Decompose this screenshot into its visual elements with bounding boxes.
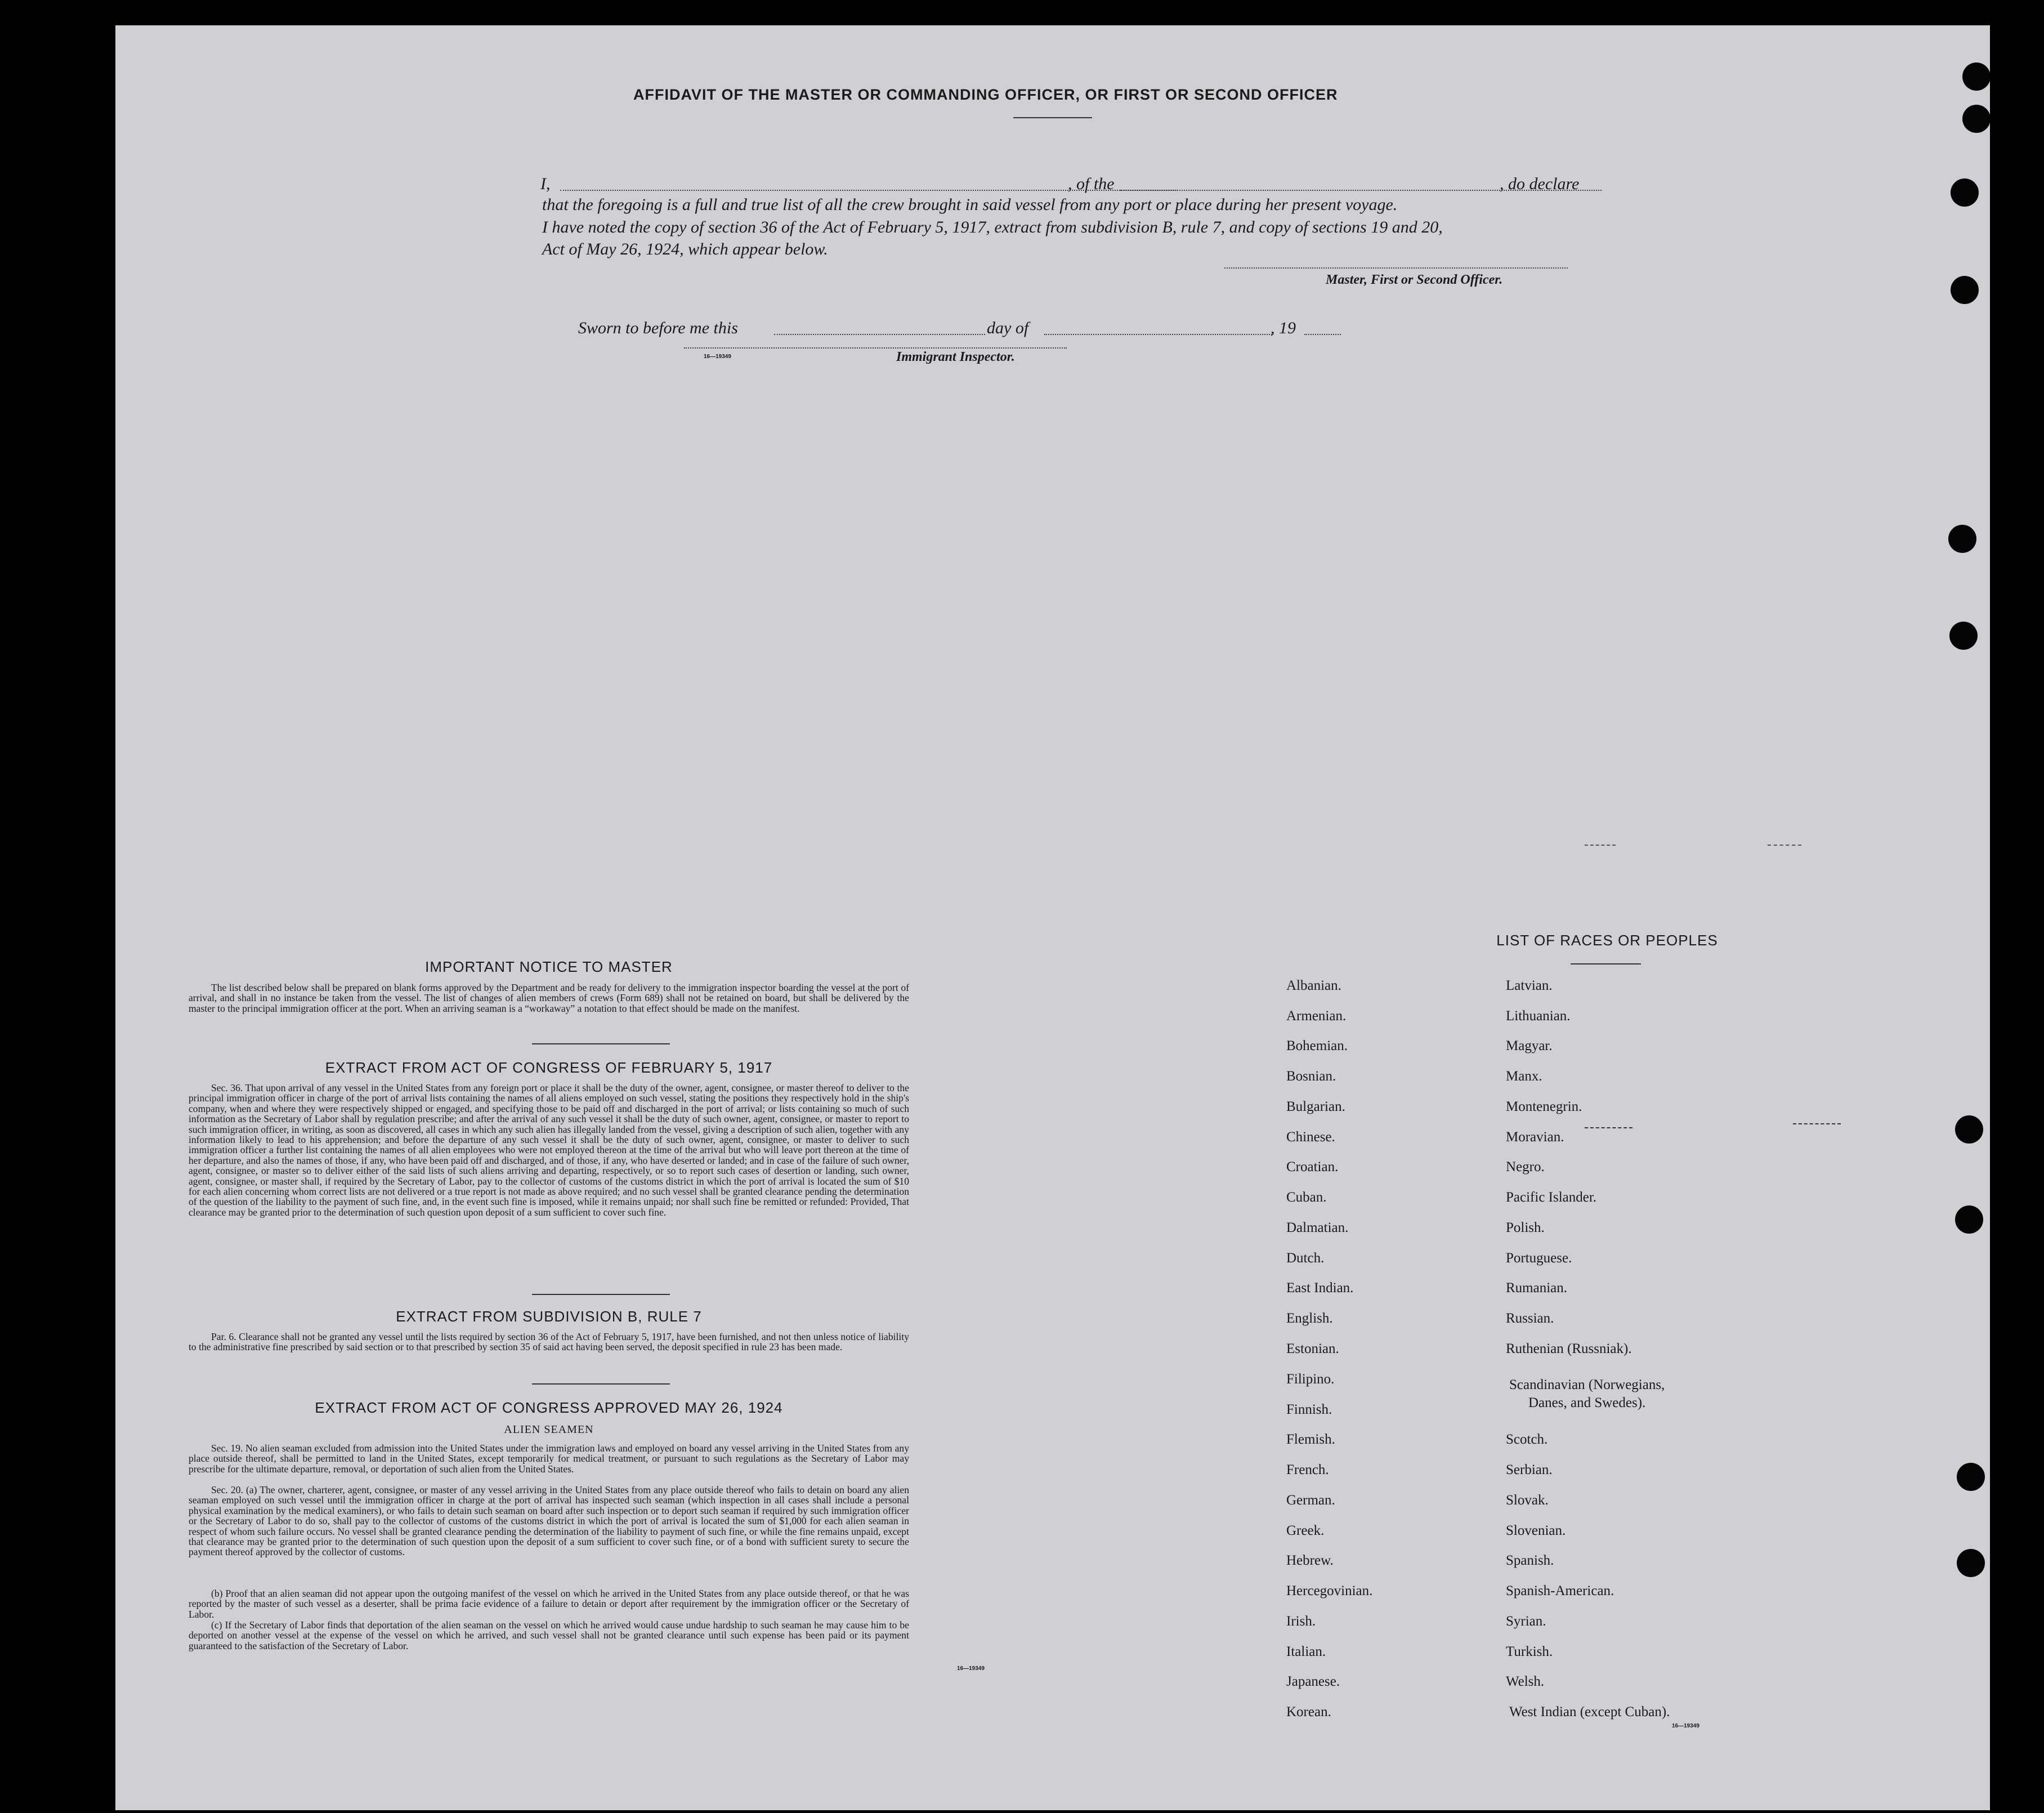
race-right-item: Slovenian. — [1506, 1523, 1566, 1538]
race-left-item: German. — [1286, 1493, 1335, 1508]
affidavit-line-4: Act of May 26, 1924, which appear below. — [542, 240, 828, 258]
races-title: LIST OF RACES OR PEOPLES — [1496, 932, 1718, 949]
race-right-item: Portuguese. — [1506, 1251, 1572, 1266]
race-right-item: Negro. — [1506, 1159, 1545, 1175]
races-form-number: 16—19349 — [1672, 1723, 1699, 1729]
race-left-item: Filipino. — [1286, 1372, 1335, 1387]
races-divider — [1571, 963, 1641, 964]
race-left-item: Bosnian. — [1286, 1069, 1336, 1084]
race-left-item: Cuban. — [1286, 1190, 1327, 1205]
race-right-item: Polish. — [1506, 1220, 1545, 1235]
race-right-item: West Indian (except Cuban). — [1509, 1704, 1670, 1720]
race-left-item: Albanian. — [1286, 978, 1341, 993]
affidavit-line-3: I have noted the copy of section 36 of the Act of February 5, 1917, extract from subdivision B, rule 7, and copy of sections 19 and 20, — [542, 218, 1443, 236]
race-left-item: Hercegovinian. — [1286, 1583, 1373, 1598]
race-left-item: Dalmatian. — [1286, 1220, 1349, 1235]
binder-hole — [1951, 178, 1979, 207]
race-left-item: Bohemian. — [1286, 1038, 1348, 1053]
extract-1924-title: EXTRACT FROM ACT OF CONGRESS APPROVED MAY 26, 1924 — [315, 1399, 783, 1416]
race-right-item: Slovak. — [1506, 1493, 1549, 1508]
race-right-item: Moravian. — [1506, 1129, 1564, 1145]
binder-hole — [1951, 276, 1979, 304]
extract-1917-text: Sec. 36. That upon arrival of any vessel in the United States from any foreign port or place it shall be the duty of the owner, agent, consignee, or master thereof to deliver to the principal immigration officer in charge of the port of arrival lists containing the names of all aliens employed on such vessel, stating the positions they respectively hold in the ship's company, when and where they were respectively shipped or engaged, and specifying those to be paid off and discharged in the port of arrival; or lists containing so much of such information as the Secretary of Labor shall by regulation prescribe; and after the arrival of any such vessel it shall be the duty of such owner, agent, consignee, or master to report to such immigration officer, in writing, as soon as discovered, all cases in which any such alien has illegally landed from the vessel, giving a description of such alien, together with any information likely to lead to his apprehension; and before the departure of any such vessel it shall be the duty of such owner, agent, consignee, or master to deliver to such immigration officer a further list containing the names of all alien employees who were not employed thereon at the time of the arrival but who will leave port thereon at the time of her departure, and also the names of those, if any, who have been paid off and discharged, and of those, if any, who have deserted or landed; and in case of the failure of such owner, agent, consignee, or master so to deliver either of the said lists of such aliens arriving and departing, respectively, or so to report such cases of desertion or landing, such owner, agent, consignee, or master shall, if required by the Secretary of Labor, pay to the collector of customs of the customs district in which the port of arrival is located the sum of $10 for each alien concerning whom correct lists are not delivered or a true report is not made as above required; and no such vessel shall be granted clearance pending the determination of the question of the liability to the payment of such fine, and, in the event such fine is imposed, while it remains unpaid; nor shall such fine be remitted or refunded: Provided, That clearance may be granted prior to the determination of such question upon deposit of a sum sufficient to cover such fine. — [189, 1082, 909, 1218]
race-left-item: Croatian. — [1286, 1159, 1339, 1175]
notice-title: IMPORTANT NOTICE TO MASTER — [425, 958, 673, 975]
extract-form-number: 16—19349 — [957, 1665, 985, 1672]
binder-hole — [1955, 1115, 1983, 1144]
race-right-item: Rumanian. — [1506, 1280, 1568, 1296]
race-left-item: Armenian. — [1286, 1008, 1347, 1024]
extract-1917-title: EXTRACT FROM ACT OF CONGRESS OF FEBRUARY 5, 1917 — [325, 1059, 773, 1076]
affidavit-of-the-label: , of the — [1068, 175, 1115, 193]
race-right-item: Turkish. — [1506, 1644, 1553, 1659]
divider-3 — [532, 1383, 670, 1385]
race-right-item: Russian. — [1506, 1311, 1554, 1326]
race-right-item: Manx. — [1506, 1069, 1542, 1084]
extract-1924-subtitle: ALIEN SEAMEN — [504, 1423, 594, 1436]
race-right-item: Scotch. — [1506, 1432, 1548, 1447]
document-page — [115, 25, 1990, 1810]
month-blank — [1044, 334, 1272, 335]
binder-hole — [1955, 1205, 1983, 1234]
title-divider — [1013, 117, 1092, 118]
year-blank — [1304, 334, 1341, 335]
section-19-text: Sec. 19. No alien seaman excluded from admission into the United States under the immigration laws and employed on board any vessel arriving in the United States from any place outside thereof, shall be permitted to land in the United States, except temporarily for medical treatment, or pursuant to such regulations as the Secretary of Labor may prescribe for the ultimate departure, removal, or deportation of such alien from the United States. — [189, 1443, 909, 1475]
section-20b-text: (b) Proof that an alien seaman did not appear upon the outgoing manifest of the vessel on which he arrived in the United States from any place outside thereof, or that he was reported by the master of such vessel as a deserter, shall be prima facie evidence of a failure to detain or deport after requirement by the immigration officer or the Secretary of Labor. — [189, 1588, 909, 1620]
race-left-item: Estonian. — [1286, 1341, 1339, 1356]
race-right-item: Serbian. — [1506, 1462, 1553, 1477]
race-left-item: Irish. — [1286, 1614, 1316, 1629]
race-right-item: Magyar. — [1506, 1038, 1553, 1053]
race-left-item: Finnish. — [1286, 1402, 1332, 1417]
race-right-item: Montenegrin. — [1506, 1099, 1582, 1114]
scan-mark — [1793, 1123, 1841, 1124]
scan-mark — [1585, 845, 1616, 846]
extract-rule7-text: Par. 6. Clearance shall not be granted any vessel until the lists required by section 36 of the Act of February 5, 1917, have been furnished, and not then unless notice of liability to the administrative fine prescribed by said section or to that prescribed by section 35 of said act having been served, the deposit specified in rule 23 has been made. — [189, 1331, 909, 1353]
scan-mark — [1585, 1127, 1632, 1128]
race-left-item: English. — [1286, 1311, 1333, 1326]
section-20c-text: (c) If the Secretary of Labor finds that deportation of the alien seaman on the vessel on which he arrived would cause undue hardship to such seaman he may cause him to be deported on another vessel at the expense of the vessel on which he arrived, and such vessel shall not be granted clearance until such expense has been paid or its payment guaranteed to the satisfaction of the Secretary of Labor. — [189, 1619, 909, 1651]
race-right-item: Lithuanian. — [1506, 1008, 1571, 1024]
race-right-item: Ruthenian (Russniak). — [1506, 1341, 1632, 1356]
divider-1 — [532, 1043, 670, 1044]
binder-hole — [1962, 62, 1991, 91]
race-left-item: Korean. — [1286, 1704, 1331, 1720]
signature-line — [1224, 267, 1568, 269]
binder-hole — [1948, 525, 1976, 553]
affidavit-form-number: 16—19349 — [704, 354, 731, 360]
binder-hole — [1957, 1549, 1985, 1577]
race-left-item: Flemish. — [1286, 1432, 1335, 1447]
affidavit-line-2: that the foregoing is a full and true list of all the crew brought in said vessel from any port or place during her present voyage. — [542, 195, 1398, 214]
divider-2 — [532, 1294, 670, 1295]
race-left-item: Chinese. — [1286, 1129, 1335, 1145]
race-right-item: Spanish. — [1506, 1553, 1554, 1568]
sworn-label: Sworn to before me this — [578, 319, 738, 337]
affidavit-do-declare-label: , do declare — [1500, 175, 1580, 193]
race-left-item: Greek. — [1286, 1523, 1325, 1538]
binder-hole — [1962, 105, 1991, 133]
race-right-item: Syrian. — [1506, 1614, 1546, 1629]
race-right-item: Danes, and Swedes). — [1528, 1395, 1646, 1410]
race-left-item: Japanese. — [1286, 1674, 1340, 1689]
affidavit-i-label: I, — [540, 175, 551, 193]
section-20a-text: Sec. 20. (a) The owner, charterer, agent, consignee, or master of any vessel arriving in the United States from any place outside thereof who fails to detain on board any alien seaman employed on such vessel until the immigration officer in charge at the port of arrival has inspected such seaman (which inspection in all cases shall include a personal physical examination by the medical examiners), or who fails to detain such seaman on board after such inspection or to deport such seaman if required by such immigration officer or the Secretary of Labor to do so, shall pay to the collector of customs of the customs district in which the port of arrival is located the sum of $1,000 for each alien seaman in respect of whom such failure occurs. No vessel shall be granted clearance pending the determination of the liability to payment of such fine, or while the fine remains unpaid, except that clearance may be granted prior to the determination of such question upon the deposit of a sum sufficient to cover such fine, or of a bond with sufficient surety to secure the payment thereof approved by the collector of customs. — [189, 1484, 909, 1558]
race-right-item: Spanish-American. — [1506, 1583, 1614, 1598]
inspector-label: Immigrant Inspector. — [896, 350, 1015, 364]
day-of-label: day of — [987, 319, 1029, 337]
race-right-item: Latvian. — [1506, 978, 1553, 993]
race-right-item: Scandinavian (Norwegians, — [1509, 1377, 1665, 1392]
day-blank — [774, 334, 985, 335]
affidavit-title: AFFIDAVIT OF THE MASTER OR COMMANDING OFFICER, OR FIRST OR SECOND OFFICER — [633, 86, 1338, 103]
signature-label: Master, First or Second Officer. — [1326, 273, 1503, 287]
extract-rule7-title: EXTRACT FROM SUBDIVISION B, RULE 7 — [396, 1308, 702, 1325]
race-left-item: Italian. — [1286, 1644, 1326, 1659]
race-right-item: Welsh. — [1506, 1674, 1545, 1689]
scan-mark — [1768, 845, 1801, 846]
binder-hole — [1949, 622, 1978, 650]
race-left-item: East Indian. — [1286, 1280, 1354, 1296]
race-left-item: Dutch. — [1286, 1251, 1325, 1266]
year-label: , 19 — [1271, 319, 1296, 337]
race-left-item: French. — [1286, 1462, 1329, 1477]
race-left-item: Bulgarian. — [1286, 1099, 1345, 1114]
notice-text: The list described below shall be prepared on blank forms approved by the Department and be ready for delivery to the immigration inspector boarding the vessel at the port of arrival, and shall in no instance be taken from the vessel. The list of changes of alien members of crews (Form 689) shall not be retained on board, but shall be delivered by the master to the principal immigration officer at the port. When an arriving seaman is a “workaway” a notation to that effect should be made on the manifest. — [189, 982, 909, 1014]
race-right-item: Pacific Islander. — [1506, 1190, 1597, 1205]
race-left-item: Hebrew. — [1286, 1553, 1334, 1568]
binder-hole — [1957, 1463, 1985, 1491]
